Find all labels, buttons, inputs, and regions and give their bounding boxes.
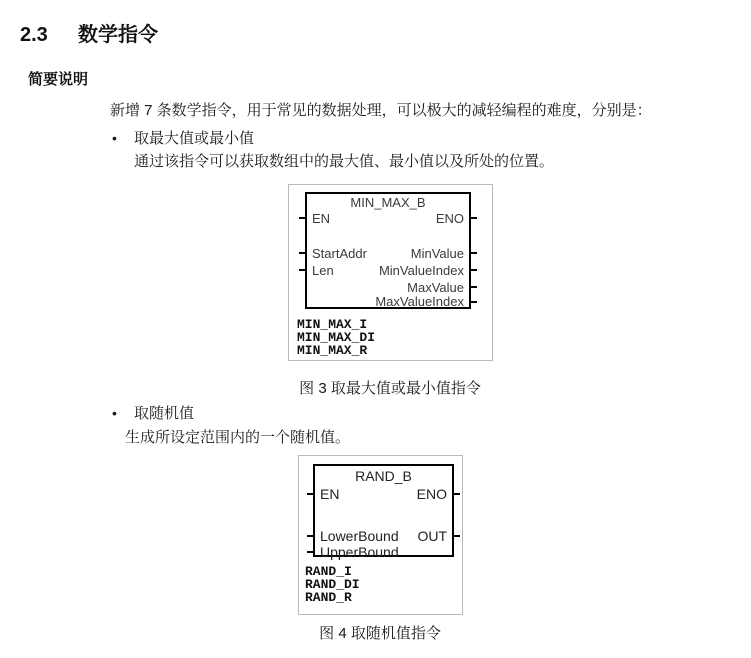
output-label-eno: ENO: [435, 211, 464, 226]
input-pin-tick: [307, 535, 313, 537]
input-label-lowerbound: LowerBound: [320, 528, 399, 544]
intro-paragraph: 新增 7 条数学指令，用于常见的数据处理，可以极大的减轻编程的难度，分别是：: [110, 102, 652, 119]
input-label-len: Len: [312, 263, 334, 278]
output-pin-tick: [471, 269, 477, 271]
function-block-minmax: [305, 192, 471, 309]
output-pin-tick: [471, 301, 477, 303]
output-label-out: OUT: [417, 528, 447, 544]
figure-minmax-container: [288, 184, 493, 361]
output-pin-tick: [471, 286, 477, 288]
output-label-minvalue: MinValue: [410, 246, 464, 261]
page-title: 数学指令: [78, 24, 158, 46]
variant-item: MIN_MAX_I: [297, 317, 368, 332]
bullet-dot: •: [112, 405, 117, 421]
figure-rand-container: [298, 455, 463, 615]
function-block-rand: [313, 464, 454, 560]
output-label-eno: ENO: [416, 486, 447, 502]
block-title: RAND_B: [355, 468, 412, 484]
block-title: MIN_MAX_B: [350, 195, 426, 210]
output-pin-tick: [454, 535, 460, 537]
input-label-startaddr: StartAddr: [312, 246, 367, 261]
variant-item: RAND_DI: [305, 577, 360, 592]
minmax-description: 通过该指令可以获取数组中的最大值、最小值以及所处的位置。: [134, 153, 555, 170]
input-label-en: EN: [312, 211, 331, 226]
bullet-item-minmax: [112, 129, 254, 148]
figure-caption-4: 图 4 取随机值指令: [319, 625, 441, 642]
input-pin-tick: [299, 217, 305, 219]
variant-item: RAND_R: [305, 590, 352, 605]
bullet-label: 取随机值: [134, 405, 195, 422]
output-label-maxvalue: MaxValue: [407, 280, 464, 295]
variant-list-minmax: [297, 318, 375, 357]
input-pin-tick: [307, 551, 313, 553]
section-number: 2.3: [20, 24, 48, 46]
input-label-en: EN: [320, 486, 340, 502]
figure-caption-3: 图 3 取最大值或最小值指令: [299, 380, 481, 397]
variant-list-rand: [305, 565, 360, 604]
variant-item: MIN_MAX_DI: [297, 330, 376, 345]
input-label-upperbound: UpperBound: [320, 544, 399, 560]
output-pin-tick: [471, 217, 477, 219]
subheading: 简要说明: [28, 71, 89, 88]
variant-item: MIN_MAX_R: [297, 343, 368, 358]
input-pin-tick: [307, 493, 313, 495]
output-label-maxvalueindex: MaxValueIndex: [375, 294, 464, 309]
output-pin-tick: [454, 493, 460, 495]
variant-item: RAND_I: [305, 564, 352, 579]
output-pin-tick: [471, 252, 477, 254]
bullet-dot: •: [112, 130, 117, 146]
output-label-minvalueindex: MinValueIndex: [378, 263, 464, 278]
input-pin-tick: [299, 252, 305, 254]
rand-description: 生成所设定范围内的一个随机值。: [125, 429, 351, 446]
bullet-item-rand: [112, 404, 194, 423]
input-pin-tick: [299, 269, 305, 271]
bullet-label: 取最大值或最小值: [134, 130, 255, 147]
